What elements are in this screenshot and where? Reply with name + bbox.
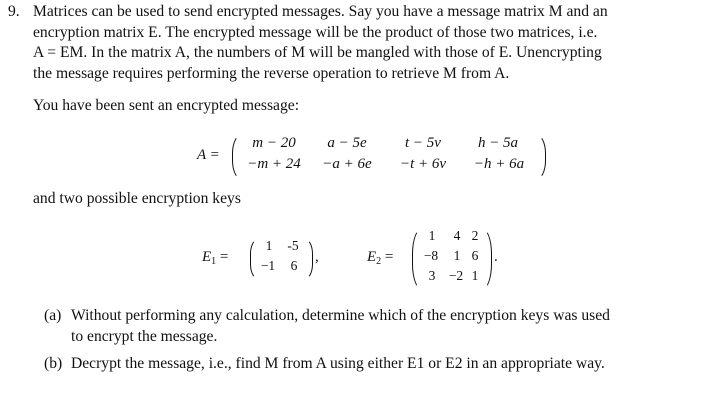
part-b-line-1: Decrypt the message, i.e., find M from A using either E1 or E2 in an appropriate way. [71,355,605,372]
part-a-line-1: Without performing any calculation, determine which of the encryption keys was used [71,307,610,324]
matrix-e2-cell: 4 [453,228,461,243]
matrix-e2-label-sub: 2 [376,256,382,267]
part-b-label: (b) [44,355,63,372]
part-a-line-2: to encrypt the message. [71,327,218,345]
matrix-e2-cell: 6 [471,248,479,263]
matrix-a-cell: −m + 24 [247,156,301,172]
problem-number: 9. [8,3,20,20]
matrix-e2-trailing: . [494,249,498,265]
matrix-a-cell: t − 5v [405,135,441,151]
matrix-e2-cell: −2 [448,268,464,283]
encrypted-message-intro: You have been sent an encrypted message: [33,97,300,114]
part-a-label: (a) [44,307,62,324]
matrix-a-cell: a − 5e [327,135,367,151]
matrix-e2-right-bracket [482,228,492,290]
matrix-a-cell: −h + 6a [473,156,525,172]
matrix-e1-trailing: , [315,249,319,265]
matrix-e1-equals: = [219,249,229,265]
matrix-e1-cell: 6 [290,258,298,273]
matrix-e1-cell: −1 [260,258,276,273]
matrix-a-cell: −a + 6e [322,156,372,172]
keys-intro: and two possible encryption keys [33,190,241,207]
statement-line-4: the message requires performing the reverse operation to retrieve M from A. [33,64,510,82]
matrix-a-cell: −t + 6v [399,156,447,172]
matrix-e1-cell: 1 [265,238,273,253]
matrix-e2-cell: 3 [428,268,436,283]
matrix-e2-cell: 1 [453,248,461,263]
statement-line-1: Matrices can be used to send encrypted messages. Say you have a message matrix M and an [33,3,608,20]
matrix-e2-label [367,249,393,267]
part-b-body [71,354,686,375]
matrix-e2-cell: 1 [428,228,436,243]
matrix-e2-label-base: E [367,249,377,265]
matrix-e2-cell: −8 [423,248,439,263]
part-a-body [71,306,686,347]
matrix-e1-label-sub: 1 [211,256,217,267]
matrix-a-cell: m − 20 [252,135,296,151]
matrix-e1-cell: -5 [287,238,299,253]
matrix-a-cell: h − 5a [477,135,519,151]
statement-line-3: A = EM. In the matrix A, the numbers of M will be mangled with those of E. Unencrypting [33,44,602,61]
matrix-e1-label-base: E [202,249,212,265]
matrix-e2-equals: = [384,249,394,265]
matrix-e2-cell: 1 [471,268,479,283]
matrix-e2-cell: 2 [471,228,479,243]
matrix-a-label: A = [197,147,220,163]
statement-line-2: encryption matrix E. The encrypted message will be the product of those two matrices, i.e. [33,23,598,41]
